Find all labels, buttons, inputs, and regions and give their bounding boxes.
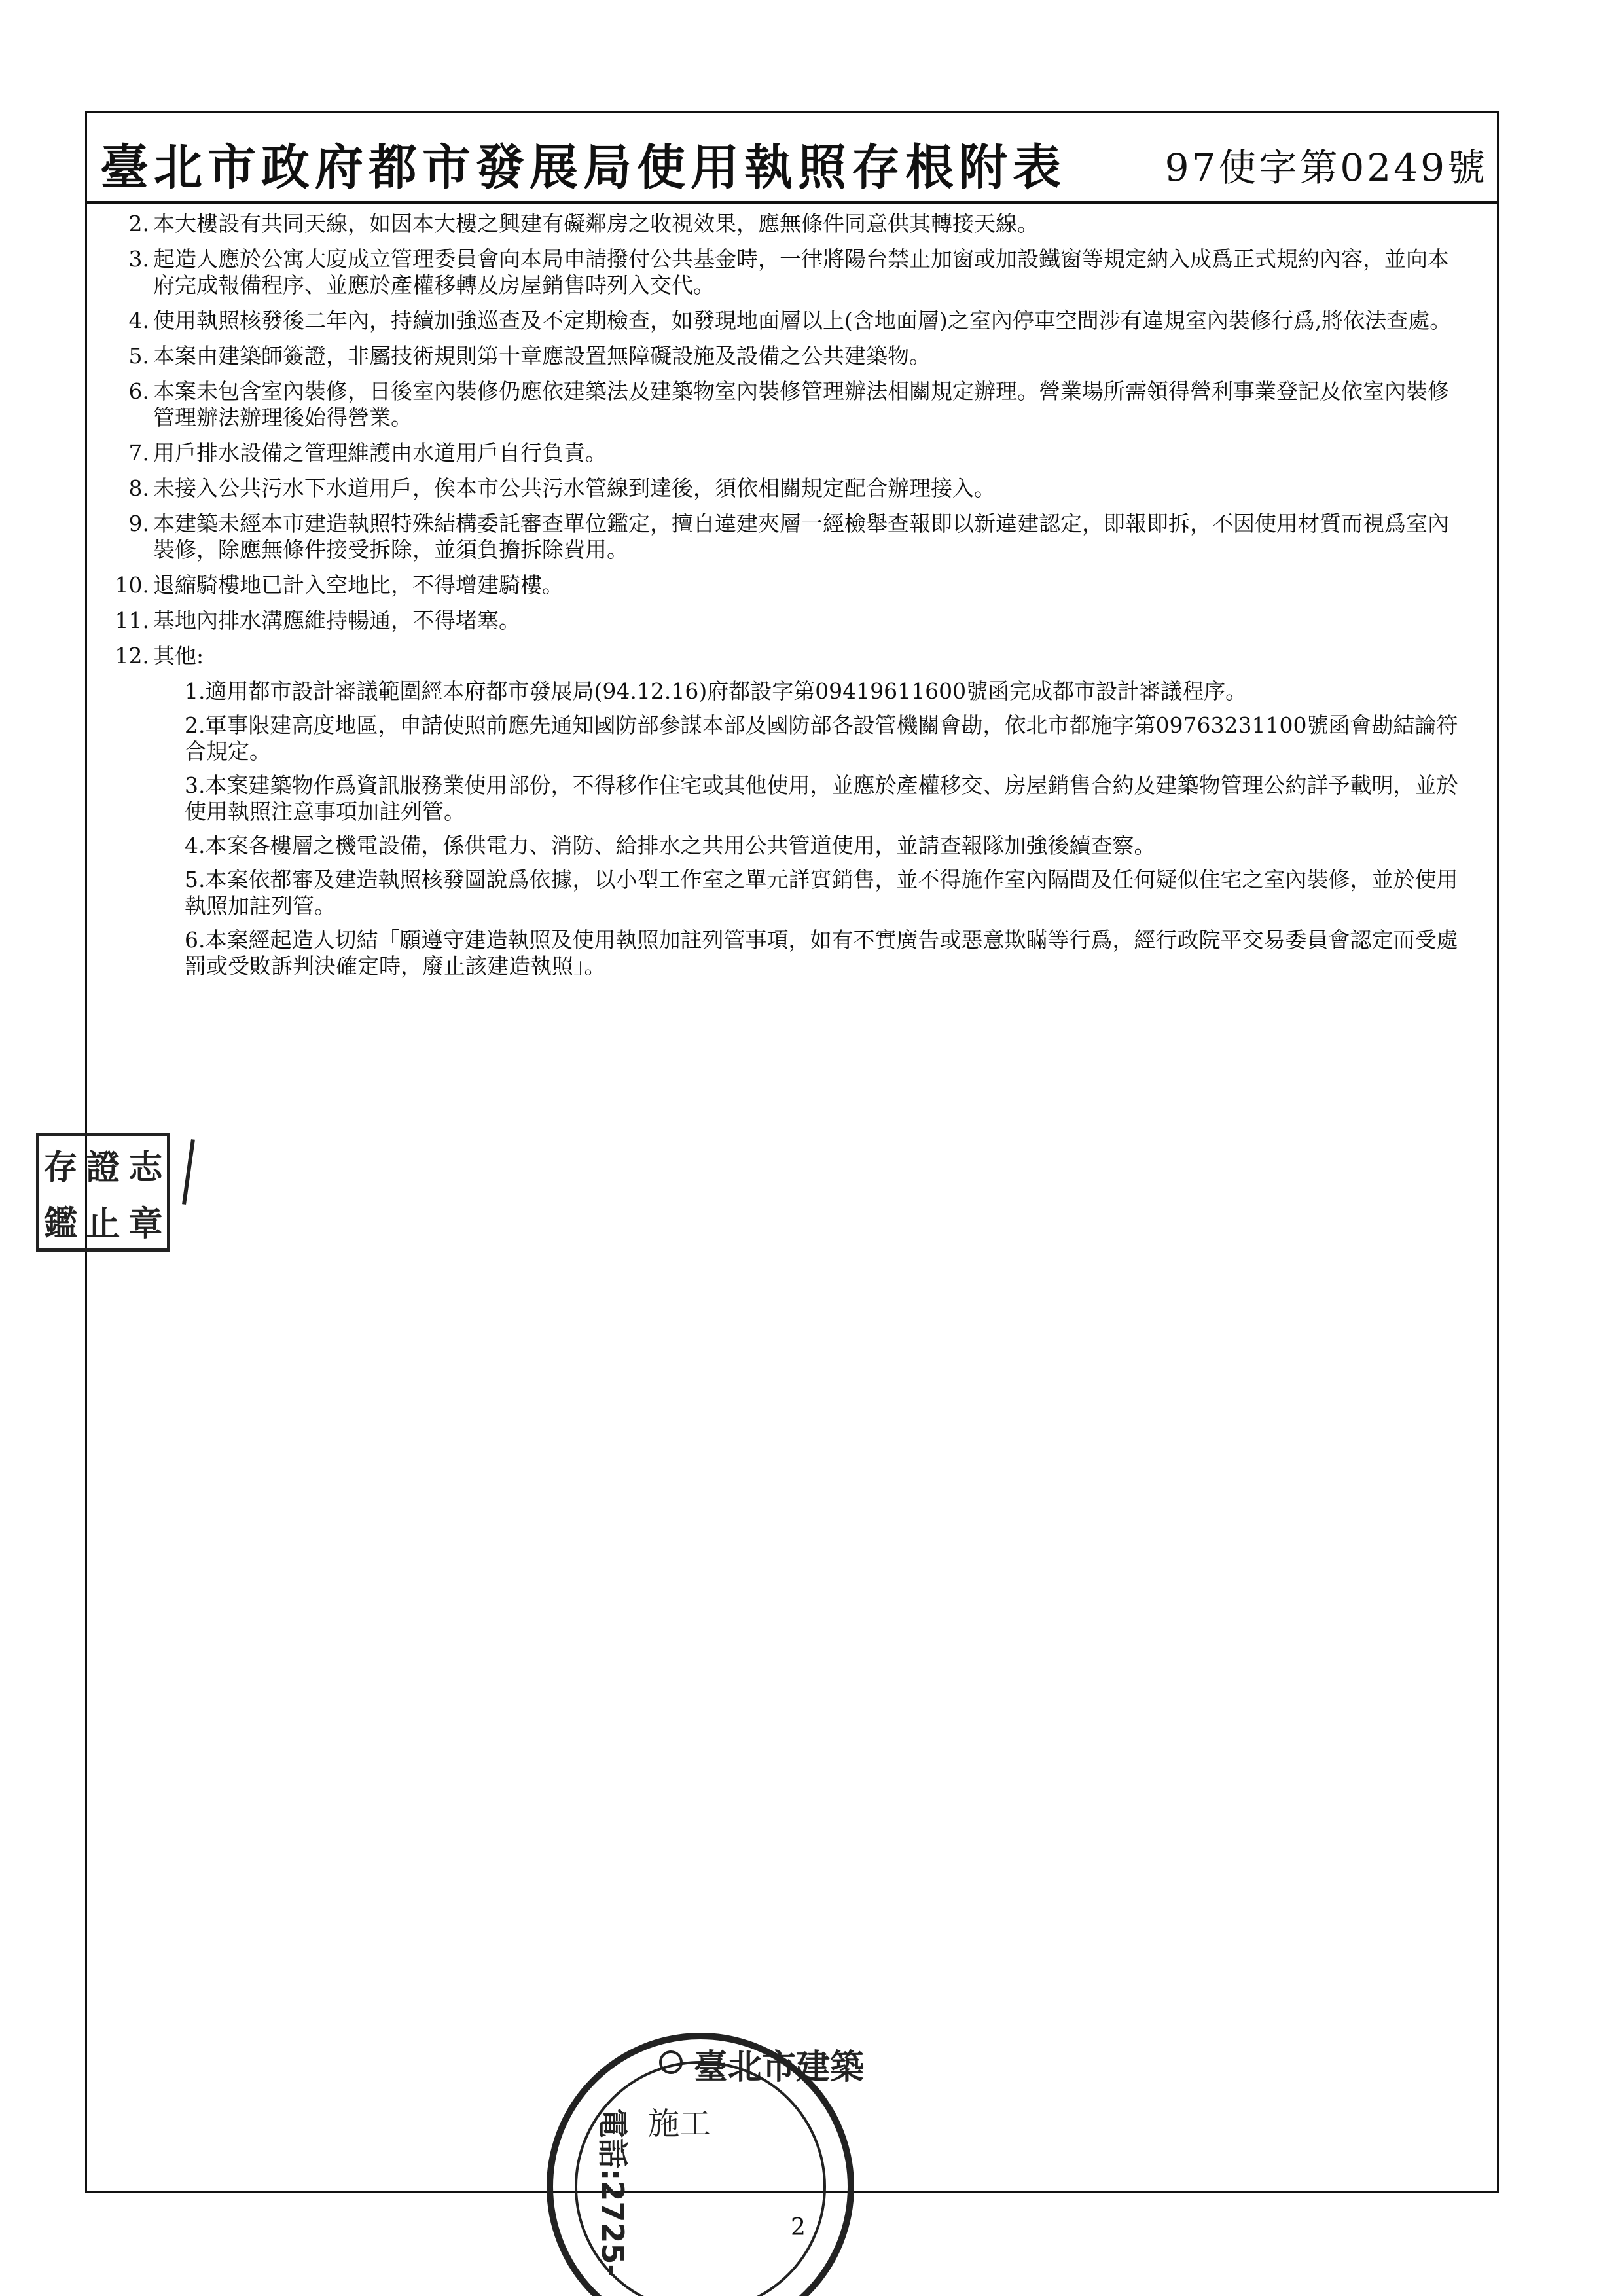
item-text: 本案由建築師簽證，非屬技術規則第十章應設置無障礙設施及設備之公共建築物。 (153, 343, 931, 369)
other-items (185, 678, 1460, 979)
item-text: 用戶排水設備之管理維護由水道用戶自行負責。 (153, 440, 607, 465)
list-item (105, 378, 1460, 431)
stamp-char: 鑑 (43, 1204, 78, 1244)
list-item (105, 475, 1460, 501)
official-seal (530, 2016, 865, 2291)
item-number: 3. (128, 246, 149, 272)
stamp-char: 止 (86, 1204, 120, 1244)
item-number: 10. (115, 572, 149, 598)
list-item (105, 572, 1460, 598)
seal-text-side: 電話:2725- (595, 2108, 630, 2277)
list-item (105, 343, 1460, 369)
item-text: 使用執照核發後二年內，持續加強巡查及不定期檢查，如發現地面層以上(含地面層)之室內停車空間涉有違規室內裝修行爲,將依法查處。 (153, 308, 1452, 333)
flower-emblem-icon (660, 2052, 681, 2073)
list-item (105, 608, 1460, 634)
item-text: 其他: (153, 643, 204, 668)
sub-item: 5.本案依都審及建造執照核發圖說爲依據，以小型工作室之單元詳實銷售，並不得施作室內隔間及任何疑似住宅之室內裝修，並於使用執照加註列管。 (185, 867, 1458, 919)
seal-text-top: 臺北市建築 (694, 2048, 865, 2087)
sub-item: 2.軍事限建高度地區，申請使照前應先通知國防部參謀本部及國防部各設管機關會勘，依北市都施字第09763231100號函會勘結論符合規定。 (185, 712, 1458, 764)
document-title: 臺北市政府都市發展局使用執照存根附表 (100, 139, 1066, 196)
sub-item: 3.本案建築物作爲資訊服務業使用部份，不得移作住宅或其他使用，並應於產權移交、房屋銷售合約及建築物管理公約詳予載明，並於使用執照注意事項加註列管。 (185, 773, 1458, 824)
document-number: 97使字第0249號 (1164, 145, 1488, 190)
item-number: 9. (128, 511, 149, 536)
item-number: 4. (128, 308, 149, 333)
item-text: 未接入公共污水下水道用戶，俟本市公共污水管線到達後，須依相關規定配合辦理接入。 (153, 475, 996, 501)
list-item (105, 308, 1460, 334)
stamp-char: 存 (43, 1148, 78, 1188)
stamp-char: 證 (86, 1148, 120, 1188)
item-text: 本案未包含室內裝修，日後室內裝修仍應依建築法及建築物室內裝修管理辦法相關規定辦理。營業場所需領得營利事業登記及依室內裝修管理辦法辦理後始得營業。 (153, 378, 1449, 430)
list-item (105, 511, 1460, 563)
seal-text-inner: 施工 (648, 2105, 711, 2142)
seal-stamp-left (36, 1133, 170, 1252)
item-text: 本大樓設有共同天線，如因本大樓之興建有礙鄰房之收視效果，應無條件同意供其轉接天線。 (153, 211, 1039, 236)
sub-item: 1.適用都市設計審議範圍經本府都市發展局(94.12.16)府都設字第09419611600號函完成都市設計審議程序。 (185, 678, 1248, 704)
item-number: 11. (115, 608, 149, 633)
sub-item: 4.本案各樓層之機電設備，係供電力、消防、給排水之共用公共管道使用，並請查報隊加強後續查察。 (185, 833, 1156, 858)
item-text: 本建築未經本市建造執照特殊結構委託審查單位鑑定，擅自違建夾層一經檢舉查報即以新違建認定，即報即拆，不因使用材質而視爲室內裝修，除應無條件接受拆除，並須負擔拆除費用。 (153, 511, 1449, 562)
list-item (105, 440, 1460, 466)
item-number: 8. (128, 475, 149, 501)
item-number: 6. (128, 378, 149, 404)
item-text: 起造人應於公寓大廈成立管理委員會向本局申請撥付公共基金時，一律將陽台禁止加窗或加設鐵窗等規定納入成爲正式規約內容，並向本府完成報備程序、並應於產權移轉及房屋銷售時列入交代。 (153, 246, 1449, 298)
header (87, 113, 1497, 204)
item-number: 2. (128, 211, 149, 236)
sub-item: 6.本案經起造人切結「願遵守建造執照及使用執照加註列管事項，如有不實廣告或惡意欺瞞等行爲，經行政院平交易委員會認定而受處罰或受敗訴判決確定時，廢止該建造執照」。 (185, 927, 1458, 979)
list-item (105, 246, 1460, 299)
document-body (105, 211, 1460, 987)
stamp-char: 志 (128, 1148, 163, 1188)
item-text: 基地內排水溝應維持暢通，不得堵塞。 (153, 608, 520, 633)
page-number: 2 (791, 2214, 806, 2241)
item-number: 5. (128, 343, 149, 369)
stamp-char: 章 (128, 1204, 163, 1244)
list-item (105, 211, 1460, 237)
list-item (105, 643, 1460, 669)
item-number: 7. (128, 440, 149, 465)
item-number: 12. (115, 643, 149, 668)
item-text: 退縮騎樓地已計入空地比，不得增建騎樓。 (153, 572, 564, 598)
